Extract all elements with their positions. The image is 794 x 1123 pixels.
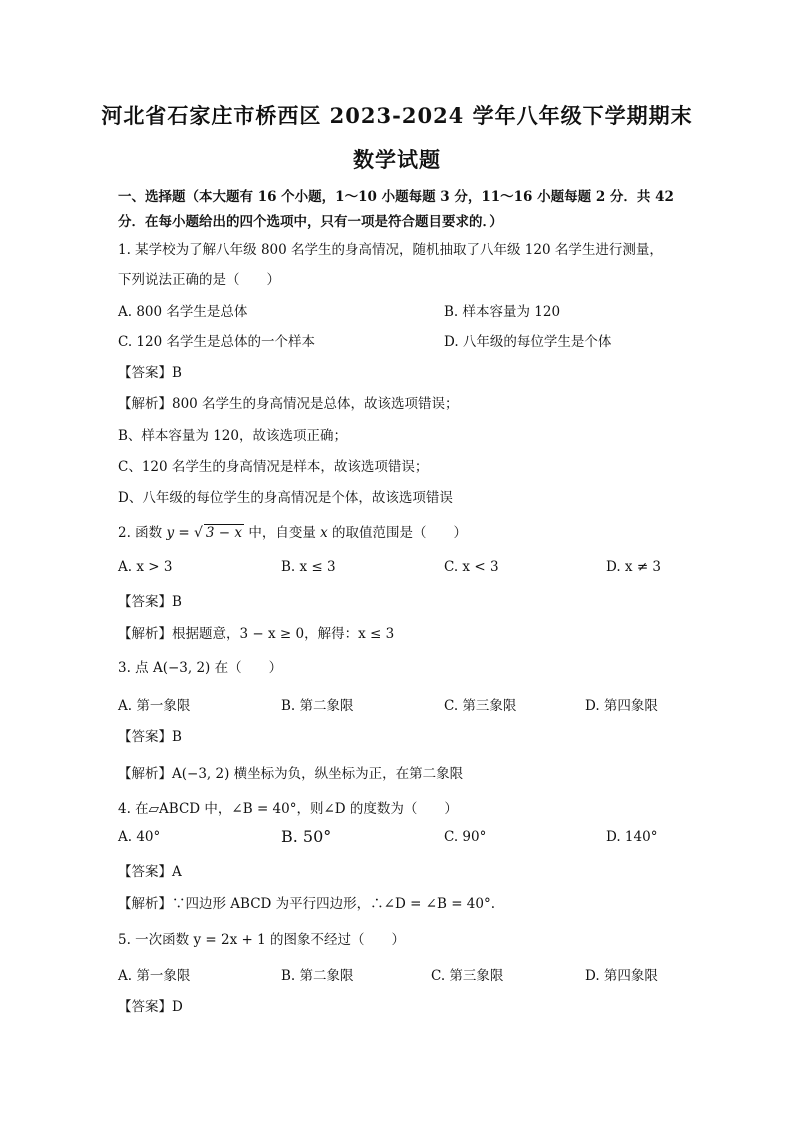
analysis-tag: 【解析】 [118, 896, 172, 912]
q5-answer-value: D [172, 999, 183, 1015]
q2-analysis-text: 根据题意，3 − x ≥ 0，解得：x ≤ 3 [172, 626, 395, 642]
q2-option-c: C. x < 3 [444, 559, 499, 575]
q5-option-a: A. 第一象限 [118, 968, 191, 984]
q2-analysis [118, 622, 394, 642]
q4-answer-value: A [172, 864, 182, 880]
q1-answer [118, 361, 182, 381]
q1-option-c: C. 120 名学生是总体的一个样本 [118, 334, 315, 350]
q4-stem: 4. 在▱ABCD 中，∠B = 40°，则∠D 的度数为（ ） [118, 801, 458, 817]
q3-stem: 3. 点 A(−3, 2) 在（ ） [118, 660, 283, 676]
q2-stem-suffix: 的取值范围是（ ） [327, 525, 468, 541]
analysis-tag: 【解析】 [118, 766, 172, 782]
q3-option-c: C. 第三象限 [444, 698, 517, 714]
q2-answer-value: B [172, 594, 182, 610]
q2-option-a: A. x > 3 [118, 559, 173, 575]
q3-answer [118, 725, 182, 745]
q4-analysis [118, 892, 495, 912]
answer-tag: 【答案】 [118, 999, 172, 1015]
q5-stem: 5. 一次函数 y = 2x + 1 的图象不经过（ ） [118, 932, 405, 948]
q1-analysis-line3: C、120 名学生的身高情况是样本，故该选项错误； [118, 459, 429, 475]
q2-sqrt-radicand: 3 − x [205, 525, 243, 541]
document-title-line1: 河北省石家庄市桥西区 2023-2024 学年八年级下学期期末 [101, 103, 693, 128]
q3-analysis-text: A(−3, 2) 横坐标为负，纵坐标为正，在第二象限 [172, 766, 464, 782]
q4-analysis-text: ∵四边形 ABCD 为平行四边形，∴∠D = ∠B = 40°. [172, 896, 496, 912]
q2-answer [118, 590, 182, 610]
section-heading-line2: 分．在每小题给出的四个选项中，只有一项是符合题目要求的．） [118, 214, 503, 230]
q1-analysis-text1: 800 名学生的身高情况是总体，故该选项错误； [172, 396, 459, 412]
q4-option-a: A. 40° [118, 829, 161, 845]
q1-analysis-line4: D、八年级的每位学生的身高情况是个体，故该选项错误 [118, 490, 453, 506]
q1-stem-line2: 下列说法正确的是（ ） [118, 272, 280, 288]
q1-analysis-line2: B、样本容量为 120，故该选项正确； [118, 428, 347, 444]
q5-option-d: D. 第四象限 [585, 968, 658, 984]
q1-stem-line1: 1. 某学校为了解八年级 800 名学生的身高情况，随机抽取了八年级 120 名学生进行测量， [118, 242, 663, 258]
analysis-tag: 【解析】 [118, 626, 172, 642]
q1-answer-value: B [172, 365, 182, 381]
q1-option-d: D. 八年级的每位学生是个体 [444, 334, 612, 350]
answer-tag: 【答案】 [118, 594, 172, 610]
q2-stem-prefix: 2. 函数 [118, 525, 167, 541]
sqrt-sign: √ [194, 525, 203, 541]
q3-option-d: D. 第四象限 [585, 698, 658, 714]
q2-stem [118, 521, 467, 541]
q3-analysis [118, 762, 463, 782]
q1-option-b: B. 样本容量为 120 [444, 304, 561, 320]
q1-analysis-line1 [118, 392, 459, 412]
q4-option-c: C. 90° [444, 829, 487, 845]
q5-option-c: C. 第三象限 [431, 968, 504, 984]
q5-answer [118, 995, 183, 1015]
q2-variable: x [320, 525, 328, 541]
q3-answer-value: B [172, 729, 182, 745]
answer-tag: 【答案】 [118, 365, 172, 381]
q4-option-b: B. 50° [281, 827, 332, 846]
q5-option-b: B. 第二象限 [281, 968, 354, 984]
q4-option-d: D. 140° [606, 829, 658, 845]
answer-tag: 【答案】 [118, 729, 172, 745]
q4-answer [118, 860, 182, 880]
q2-function-lhs: y = [166, 525, 194, 541]
q1-option-a: A. 800 名学生是总体 [118, 304, 248, 320]
q3-option-b: B. 第二象限 [281, 698, 354, 714]
answer-tag: 【答案】 [118, 864, 172, 880]
q2-option-b: B. x ≤ 3 [281, 559, 336, 575]
q3-option-a: A. 第一象限 [118, 698, 191, 714]
q2-stem-mid: 中，自变量 [244, 525, 321, 541]
section-heading-line1: 一、选择题（本大题有 16 个小题，1～10 小题每题 3 分，11～16 小题每题 2 分．共 42 [118, 189, 674, 205]
q2-option-d: D. x ≠ 3 [606, 559, 662, 575]
analysis-tag: 【解析】 [118, 396, 172, 412]
document-title-line2: 数学试题 [353, 147, 441, 172]
